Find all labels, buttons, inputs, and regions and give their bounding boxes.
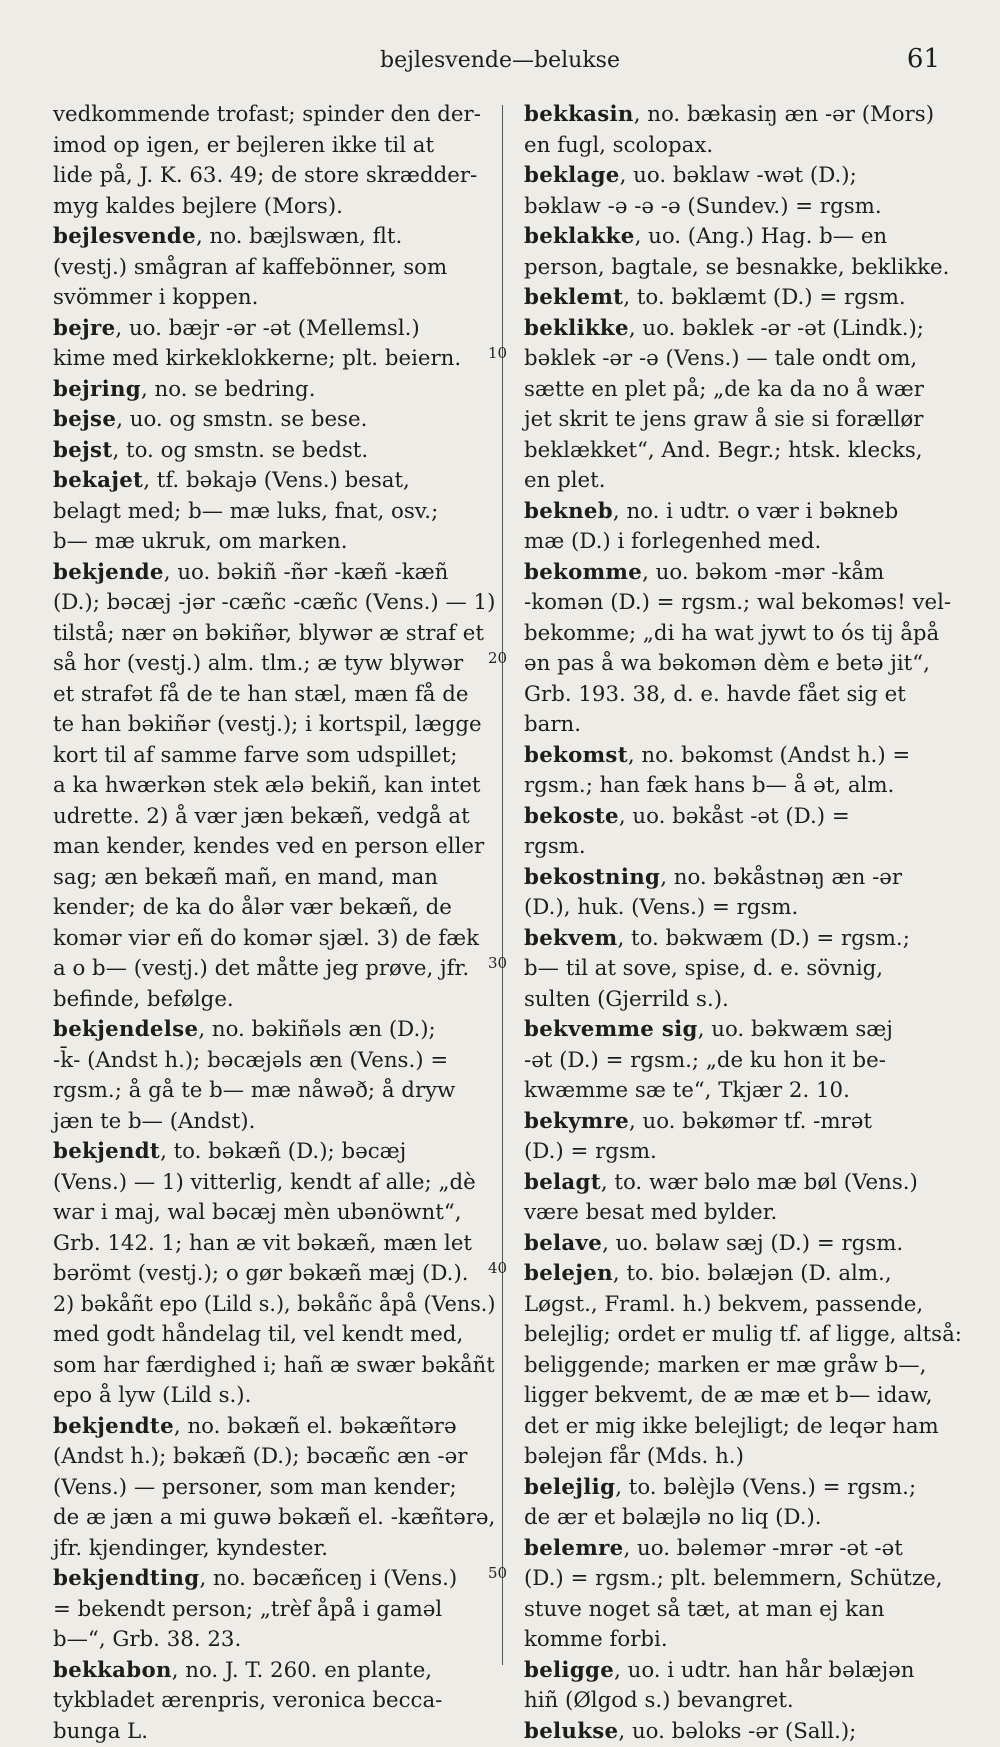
text-line: bekneb, no. i udtr. o vær i bəkneb [524, 497, 968, 528]
text-line: det er mig ikke belejligt; de leqər ham [524, 1412, 968, 1443]
text-line: man kender, kendes ved en person eller [53, 832, 495, 863]
headword: bekvemme sig [524, 1017, 698, 1042]
text-line: bekjendting, no. bəcæñceŋ i (Vens.) [53, 1564, 495, 1595]
text-line: bekymre, uo. bəkømər tf. -mrət [524, 1107, 968, 1138]
line-number: 50 [488, 1564, 507, 1582]
left-column [53, 100, 495, 1747]
text-line: beligge, uo. i udtr. han hår bəlæjən [524, 1656, 968, 1687]
text-line: kender; de ka do ålər vær bekæñ, de [53, 893, 495, 924]
headword: belejen [524, 1261, 613, 1286]
text-line: ligger bekvemt, de æ mæ et b— idaw, [524, 1381, 968, 1412]
text-line: war i maj, wal bəcæj mèn ubənöwnt“, [53, 1198, 495, 1229]
text-line: -k̄- (Andst h.); bəcæjəls æn (Vens.) = [53, 1046, 495, 1077]
text-line: b—“, Grb. 38. 23. [53, 1625, 495, 1656]
text-line: hiñ (Ølgod s.) bevangret. [524, 1686, 968, 1717]
text-line: (vestj.) smågran af kaffebönner, som [53, 253, 495, 284]
headword: bejring [53, 377, 141, 402]
text-line: være besat med bylder. [524, 1198, 968, 1229]
text-line: bəlejən får (Mds. h.) [524, 1442, 968, 1473]
line-number: 10 [488, 344, 507, 362]
headword: beklemt [524, 285, 623, 310]
headword: belave [524, 1231, 602, 1256]
headword: bejlesvende [53, 224, 196, 249]
page-number: 61 [907, 44, 940, 74]
headword: bekvem [524, 926, 617, 951]
text-line: med godt håndelag til, vel kendt med, [53, 1320, 495, 1351]
text-line: belejen, to. bio. bəlæjən (D. alm., [524, 1259, 968, 1290]
text-line: belave, uo. bəlaw sæj (D.) = rgsm. [524, 1229, 968, 1260]
headword: bekkabon [53, 1658, 172, 1683]
text-line: belagt med; b— mæ luks, fnat, osv.; [53, 497, 495, 528]
text-line: Grb. 193. 38, d. e. havde fået sig et [524, 680, 968, 711]
text-line: beklakke, uo. (Ang.) Hag. b— en [524, 222, 968, 253]
text-line: et strafət få de te han stæl, mæn få de [53, 680, 495, 711]
text-line: beklemt, to. bəklæmt (D.) = rgsm. [524, 283, 968, 314]
text-line: udrette. 2) å vær jæn bekæñ, vedgå at [53, 802, 495, 833]
text-line: 2) bəkåñt epo (Lild s.), bəkåñc åpå (Vens.) [53, 1290, 482, 1321]
line-number: 40 [488, 1259, 507, 1277]
text-line: bejst, to. og smstn. se bedst. [53, 436, 495, 467]
headword: bejre [53, 316, 115, 341]
text-line: belukse, uo. bəloks -ər (Sall.); [524, 1717, 968, 1747]
text-line: som har færdighed i; hañ æ swær bəkåñt [53, 1351, 489, 1382]
text-line: stuve noget så tæt, at man ej kan [524, 1595, 968, 1626]
text-line: sætte en plet på; „de ka da no å wær [524, 375, 968, 406]
text-line: bərömt (vestj.); o gør bəkæñ mæj (D.). [53, 1259, 495, 1290]
text-line: bekoste, uo. bəkåst -ət (D.) = [524, 802, 968, 833]
text-line: kime med kirkeklokkerne; plt. beiern. [53, 344, 495, 375]
headword: beligge [524, 1658, 614, 1683]
text-line: komər viər eñ do komər sjæl. 3) de fæk [53, 924, 495, 955]
text-line: bekkasin, no. bækasiŋ æn -ər (Mors) [524, 100, 968, 131]
headword: beklage [524, 163, 620, 188]
text-line: (Andst h.); bəkæñ (D.); bəcæñc æn -ər [53, 1442, 495, 1473]
page-header [0, 42, 1000, 82]
text-line: Grb. 142. 1; han æ vit bəkæñ, mæn let [53, 1229, 495, 1260]
text-line: bekajet, tf. bəkajə (Vens.) besat, [53, 466, 495, 497]
text-line: (D.); bəcæj -jər -cæñc -cæñc (Vens.) — 1) [53, 588, 495, 619]
text-line: bekostning, no. bəkåstnəŋ æn -ər [524, 863, 968, 894]
headword: belukse [524, 1719, 618, 1744]
text-line: rgsm.; å gå te b— mæ nåwəð; å dryw [53, 1076, 495, 1107]
text-line: te han bəkiñər (vestj.); i kortspil, lægge [53, 710, 495, 741]
text-line: beklikke, uo. bəklek -ər -ət (Lindk.); [524, 314, 968, 345]
text-line: lide på, J. K. 63. 49; de store skrædder- [53, 161, 495, 192]
column-divider [502, 105, 503, 1665]
text-line: bekjendte, no. bəkæñ el. bəkæñtərə [53, 1412, 495, 1443]
text-line: bekomme, uo. bəkom -mər -kåm [524, 558, 968, 589]
headword: bejst [53, 438, 112, 463]
text-line: beklækket“, And. Begr.; htsk. klecks, [524, 436, 968, 467]
headword: bekoste [524, 804, 619, 829]
right-column [524, 100, 968, 1747]
text-line: bekomme; „di ha wat jywt to ós tij åpå [524, 619, 968, 650]
text-line: beliggende; marken er mæ gråw b—, [524, 1351, 968, 1382]
text-line: jfr. kjendinger, kyndester. [53, 1534, 495, 1565]
text-line: Løgst., Framl. h.) bekvem, passende, [524, 1290, 968, 1321]
text-line: belemre, uo. bəlemər -mrər -ət -ət [524, 1534, 968, 1565]
text-line: bekkabon, no. J. T. 260. en plante, [53, 1656, 495, 1687]
text-line: jæn te b— (Andst). [53, 1107, 495, 1138]
text-line: bekjendt, to. bəkæñ (D.); bəcæj [53, 1137, 495, 1168]
text-line: mæ (D.) i forlegenhed med. [524, 527, 968, 558]
text-line: bejre, uo. bæjr -ər -ət (Mellemsl.) [53, 314, 495, 345]
text-line: (D.), huk. (Vens.) = rgsm. [524, 893, 968, 924]
headword: bekneb [524, 499, 613, 524]
text-line: bejse, uo. og smstn. se bese. [53, 405, 495, 436]
text-line: b— mæ ukruk, om marken. [53, 527, 495, 558]
headword: bekjendelse [53, 1017, 198, 1042]
text-line: bekvem, to. bəkwæm (D.) = rgsm.; [524, 924, 968, 955]
text-line: belejlig; ordet er mulig tf. af ligge, altså: [524, 1320, 968, 1351]
text-line: (D.) = rgsm.; plt. belemmern, Schütze, [524, 1564, 968, 1595]
headword: bekymre [524, 1109, 629, 1134]
text-line: de æ jæn a mi guwə bəkæñ el. -kæñtərə, [53, 1503, 495, 1534]
headword: bekjende [53, 560, 164, 585]
headword: bekomme [524, 560, 642, 585]
headword: bekjendt [53, 1139, 160, 1164]
text-line: en fugl, scolopax. [524, 131, 968, 162]
text-line: belejlig, to. bəlèjlə (Vens.) = rgsm.; [524, 1473, 968, 1504]
headword: belejlig [524, 1475, 615, 1500]
headword: bejse [53, 407, 116, 432]
text-line: befinde, befølge. [53, 985, 495, 1016]
text-line: rgsm.; han fæk hans b— å ət, alm. [524, 771, 968, 802]
text-line: kort til af samme farve som udspillet; [53, 741, 495, 772]
text-line: -ət (D.) = rgsm.; „de ku hon it be- [524, 1046, 968, 1077]
headword: belemre [524, 1536, 624, 1561]
text-line: rgsm. [524, 832, 968, 863]
text-line: bunga L. [53, 1717, 495, 1747]
running-head: bejlesvende—belukse [0, 48, 1000, 73]
text-line: bekvemme sig, uo. bəkwæm sæj [524, 1015, 968, 1046]
headword: bekjendting [53, 1566, 199, 1591]
text-line: bekjendelse, no. bəkiñəls æn (D.); [53, 1015, 495, 1046]
text-line: -komən (D.) = rgsm.; wal bekoməs! vel- [524, 588, 968, 619]
text-line: barn. [524, 710, 968, 741]
text-line: sag; æn bekæñ mañ, en mand, man [53, 863, 495, 894]
text-line: (Vens.) — personer, som man kender; [53, 1473, 495, 1504]
text-line: bəklek -ər -ə (Vens.) — tale ondt om, [524, 344, 968, 375]
text-line: (D.) = rgsm. [524, 1137, 968, 1168]
text-line: belagt, to. wær bəlo mæ bøl (Vens.) [524, 1168, 968, 1199]
text-line: sulten (Gjerrild s.). [524, 985, 968, 1016]
text-line: komme forbi. [524, 1625, 968, 1656]
text-line: b— til at sove, spise, d. e. sövnig, [524, 954, 968, 985]
line-number: 20 [488, 649, 507, 667]
headword: bekajet [53, 468, 143, 493]
text-line: bekjende, uo. bəkiñ -ñər -kæñ -kæñ [53, 558, 495, 589]
text-line: jet skrit te jens graw å sie si forællør [524, 405, 968, 436]
text-line: epo å lyw (Lild s.). [53, 1381, 495, 1412]
text-line: a o b— (vestj.) det måtte jeg prøve, jfr. [53, 954, 495, 985]
headword: bekjendte [53, 1414, 174, 1439]
text-line: de ær et bəlæjlə no liq (D.). [524, 1503, 968, 1534]
text-line: bejlesvende, no. bæjlswæn, flt. [53, 222, 495, 253]
headword: bekomst [524, 743, 628, 768]
text-line: beklage, uo. bəklaw -wət (D.); [524, 161, 968, 192]
text-line: vedkommende trofast; spinder den der- [53, 100, 495, 131]
headword: belagt [524, 1170, 601, 1195]
text-line: tilstå; nær ən bəkiñər, blywər æ straf et [53, 619, 495, 650]
text-line: svömmer i koppen. [53, 283, 495, 314]
text-line: person, bagtale, se besnakke, beklikke. [524, 253, 968, 284]
text-line: a ka hwærkən stek ælə bekiñ, kan intet [53, 771, 495, 802]
text-line: tykbladet ærenpris, veronica becca- [53, 1686, 495, 1717]
text-line: bejring, no. se bedring. [53, 375, 495, 406]
headword: beklikke [524, 316, 629, 341]
headword: bekkasin [524, 102, 634, 127]
text-line: bəklaw -ə -ə -ə (Sundev.) = rgsm. [524, 192, 968, 223]
text-line: kwæmme sæ te“, Tkjær 2. 10. [524, 1076, 968, 1107]
text-line: så hor (vestj.) alm. tlm.; æ tyw blywər [53, 649, 495, 680]
line-number: 30 [488, 954, 507, 972]
text-line: (Vens.) — 1) vitterlig, kendt af alle; „dè [53, 1168, 495, 1199]
text-line: imod op igen, er bejleren ikke til at [53, 131, 495, 162]
headword: beklakke [524, 224, 635, 249]
headword: bekostning [524, 865, 660, 890]
text-line: = bekendt person; „trèf åpå i gaməl [53, 1595, 495, 1626]
text-line: ən pas å wa bəkomən dèm e betə jit“, [524, 649, 968, 680]
text-line: myg kaldes bejlere (Mors). [53, 192, 495, 223]
text-line: en plet. [524, 466, 968, 497]
text-line: bekomst, no. bəkomst (Andst h.) = [524, 741, 968, 772]
